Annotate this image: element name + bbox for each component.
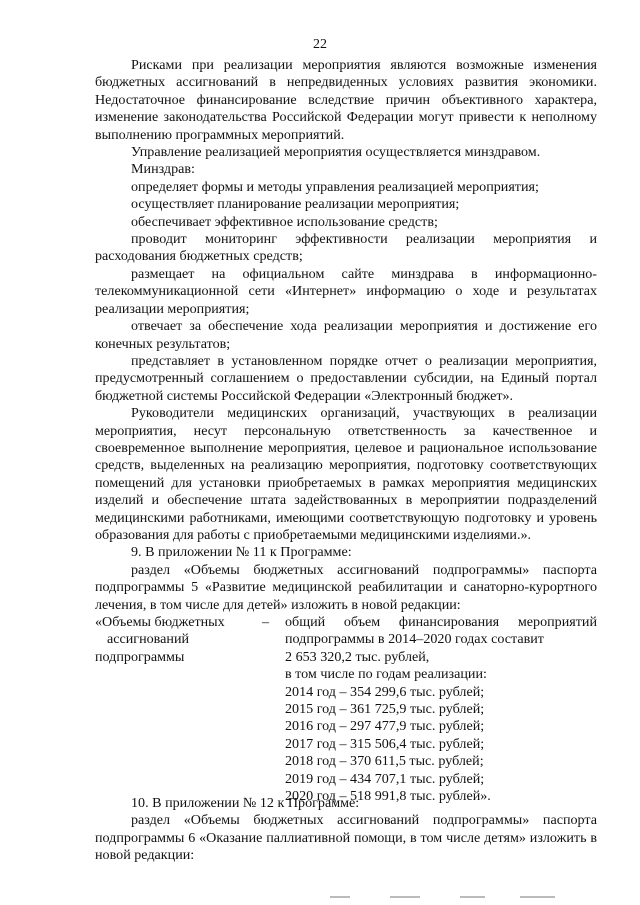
finance-values — [285, 614, 597, 805]
finance-year-row: 2017 год – 315 506,4 тыс. рублей; — [285, 735, 485, 752]
finance-year-row: 2016 год – 297 477,9 тыс. рублей; — [285, 718, 485, 735]
finance-by-years: в том числе по годам реализации: — [285, 666, 487, 683]
finance-dash: – — [262, 614, 270, 630]
paragraph-duty-report: представляет в установленном порядке отчет о реализации мероприятия, предусмотренный соглашением о предоставлении субсидии, на Единый портал бюджетной системы Российской Федерации «Электронный бюджет». — [95, 352, 597, 404]
paragraph-duty-monitoring: проводит мониторинг эффективности реализации мероприятия и расходования бюджетных средств; — [95, 231, 597, 265]
finance-label-line: подпрограммы — [95, 648, 185, 665]
scan-artifacts — [330, 896, 560, 899]
paragraph-risks: Рисками при реализации мероприятия являются возможные изменения бюджетных ассигнований в непредвиденных условиях развития экономики. Недостаточное финансирование вследствие причин объективного характера, изменение законодательства Российской Федерации могут привести к неполному выполнению программных мероприятий. — [95, 57, 597, 143]
paragraph-section-5: раздел «Объемы бюджетных ассигнований подпрограммы» паспорта подпрограммы 5 «Развитие медицинской реабилитации и санаторно-курортного лечения, в том числе для детей» изложить в новой редакции: — [95, 561, 597, 613]
paragraph-duty-planning: осуществляет планирование реализации мероприятия; — [131, 196, 460, 213]
document-body — [95, 57, 597, 865]
finance-label-line: ассигнований — [107, 631, 190, 648]
paragraph-minzdrav: Минздрав: — [131, 161, 195, 178]
paragraph-duty-publishing: размещает на официальном сайте минздрава в информационно-телекоммуникационной сети «Интернет» информацию о ходе и результатах реализации мероприятия; — [95, 265, 597, 317]
finance-total-amount: 2 653 320,2 тыс. рублей, — [285, 648, 430, 665]
paragraph-item-9: 9. В приложении № 11 к Программе: — [131, 544, 352, 561]
paragraph-heads-responsibility: Руководители медицинских организаций, участвующих в реализации мероприятия, несут персональную ответственность за качественное и своевременное выполнение мероприятия, целевое и рациональное использование средств, выделенных на реализацию мероприятия, подготовку соответствующих помещений для установки приобретаемых в рамках мероприятия медицинских изделий и обеспечение штата задействованных в мероприятии подразделений медицинскими работниками, имеющими соответствующую подготовку и уровень образования для работы с приобретаемыми медицинскими изделиями.». — [95, 405, 597, 543]
finance-year-row: 2020 год – 518 991,8 тыс. рублей». — [285, 788, 491, 805]
finance-label — [95, 614, 245, 666]
paragraph-duty-efficiency: обеспечивает эффективное использование средств; — [131, 213, 438, 230]
finance-year-row: 2014 год – 354 299,6 тыс. рублей; — [285, 683, 485, 700]
finance-year-row: 2015 год – 361 725,9 тыс. рублей; — [285, 701, 485, 718]
paragraph-section-6: раздел «Объемы бюджетных ассигнований подпрограммы» паспорта подпрограммы 6 «Оказание паллиативной помощи, в том числе детям» изложить в новой редакции: — [95, 812, 597, 864]
paragraph-management: Управление реализацией мероприятия осуществляется минздравом. — [131, 144, 541, 161]
finance-label-line: «Объемы бюджетных — [95, 614, 225, 630]
paragraph-duty-results: отвечает за обеспечение хода реализации мероприятия и достижение его конечных результатов; — [95, 318, 597, 352]
page-number: 22 — [313, 37, 327, 52]
finance-year-row: 2019 год – 434 707,1 тыс. рублей; — [285, 770, 485, 787]
finance-year-row: 2018 год – 370 611,5 тыс. рублей; — [285, 753, 484, 770]
paragraph-duty-forms: определяет формы и методы управления реализацией мероприятия; — [131, 178, 539, 195]
finance-total-text: общий объем финансирования мероприятий подпрограммы в 2014–2020 годах составит — [285, 614, 597, 648]
paragraph-item-10: 10. В приложении № 12 к Программе: — [131, 795, 360, 811]
